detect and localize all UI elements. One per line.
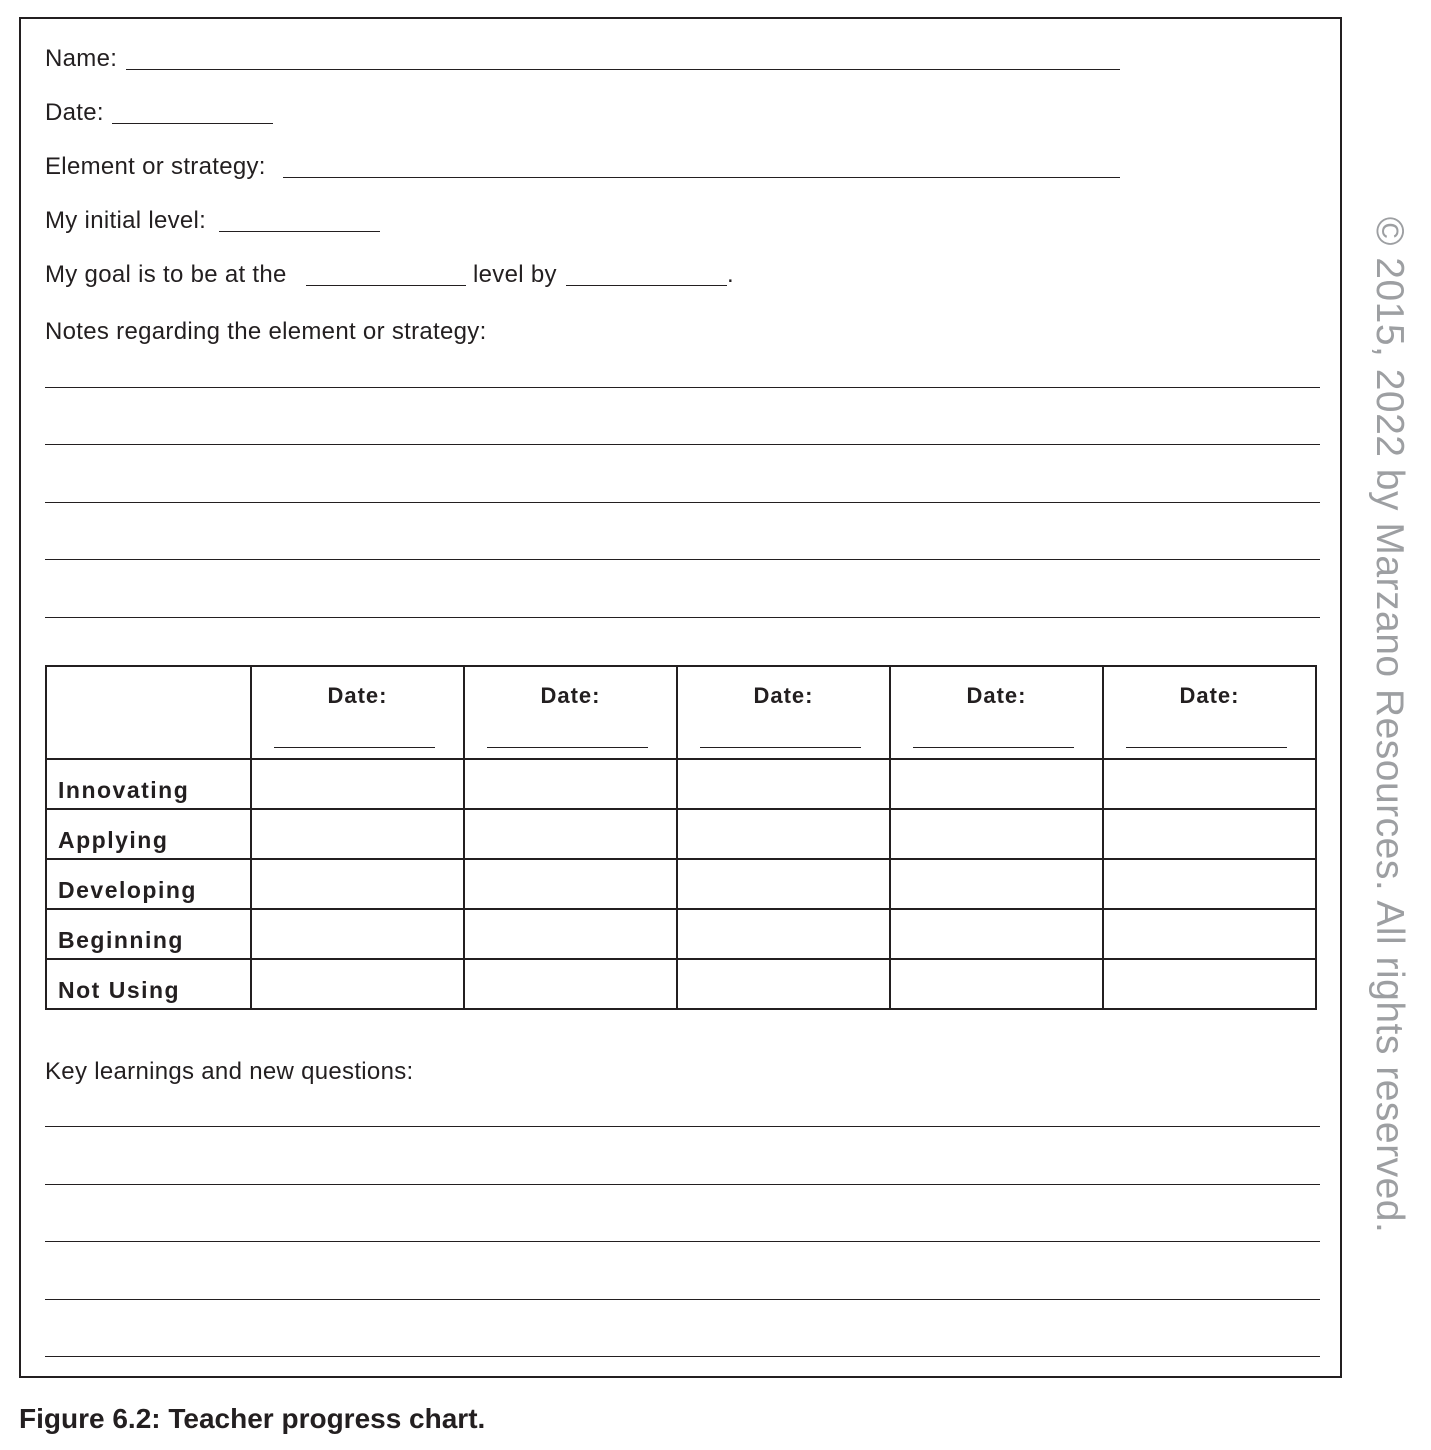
date-column-label: Date: bbox=[753, 683, 814, 708]
figure-caption: Figure 6.2: Teacher progress chart. bbox=[19, 1403, 486, 1434]
date-column-header bbox=[890, 666, 1103, 759]
table-cell[interactable] bbox=[677, 959, 890, 1009]
initial-level-blank[interactable] bbox=[219, 231, 380, 232]
table-cell[interactable] bbox=[251, 909, 464, 959]
key-learnings-label: Key learnings and new questions: bbox=[45, 1058, 414, 1085]
name-blank[interactable] bbox=[126, 69, 1120, 70]
level-label-developing: Developing bbox=[46, 859, 251, 909]
goal-date-blank[interactable] bbox=[566, 285, 727, 286]
table-cell[interactable] bbox=[251, 759, 464, 809]
table-row bbox=[46, 809, 1316, 859]
table-cell[interactable] bbox=[464, 909, 677, 959]
level-label-not-using: Not Using bbox=[46, 959, 251, 1009]
table-cell[interactable] bbox=[251, 859, 464, 909]
date-column-blank[interactable] bbox=[274, 747, 435, 748]
table-cell[interactable] bbox=[1103, 959, 1316, 1009]
key-learnings-line[interactable] bbox=[45, 1356, 1320, 1357]
table-header-row bbox=[46, 666, 1316, 759]
table-row bbox=[46, 759, 1316, 809]
date-column-header bbox=[464, 666, 677, 759]
notes-line[interactable] bbox=[45, 617, 1320, 618]
table-cell[interactable] bbox=[677, 809, 890, 859]
notes-line[interactable] bbox=[45, 387, 1320, 388]
notes-label: Notes regarding the element or strategy: bbox=[45, 318, 487, 345]
date-column-header bbox=[1103, 666, 1316, 759]
table-cell[interactable] bbox=[677, 859, 890, 909]
date-column-blank[interactable] bbox=[913, 747, 1074, 748]
element-blank[interactable] bbox=[283, 177, 1120, 178]
table-cell[interactable] bbox=[677, 759, 890, 809]
table-cell[interactable] bbox=[890, 909, 1103, 959]
date-column-label: Date: bbox=[966, 683, 1027, 708]
table-cell[interactable] bbox=[464, 809, 677, 859]
table-row bbox=[46, 909, 1316, 959]
date-column-label: Date: bbox=[327, 683, 388, 708]
level-label-applying: Applying bbox=[46, 809, 251, 859]
table-cell[interactable] bbox=[890, 809, 1103, 859]
name-label: Name: bbox=[45, 45, 118, 72]
table-row bbox=[46, 859, 1316, 909]
date-column-label: Date: bbox=[540, 683, 601, 708]
date-column-blank[interactable] bbox=[1126, 747, 1287, 748]
table-row bbox=[46, 959, 1316, 1009]
copyright-notice: © 2015, 2022 by Marzano Resources. All rights reserved. bbox=[1368, 216, 1411, 1234]
table-cell[interactable] bbox=[1103, 809, 1316, 859]
goal-level-blank[interactable] bbox=[306, 285, 466, 286]
table-cell[interactable] bbox=[464, 859, 677, 909]
initial-level-label: My initial level: bbox=[45, 207, 207, 234]
table-cell[interactable] bbox=[677, 909, 890, 959]
progress-table bbox=[45, 665, 1317, 1010]
level-label-innovating: Innovating bbox=[46, 759, 251, 809]
level-label-beginning: Beginning bbox=[46, 909, 251, 959]
table-cell[interactable] bbox=[890, 759, 1103, 809]
goal-middle-label: level by bbox=[473, 261, 557, 288]
element-label: Element or strategy: bbox=[45, 153, 266, 180]
key-learnings-line[interactable] bbox=[45, 1184, 1320, 1185]
key-learnings-line[interactable] bbox=[45, 1299, 1320, 1300]
notes-line[interactable] bbox=[45, 444, 1320, 445]
date-column-label: Date: bbox=[1179, 683, 1240, 708]
table-cell[interactable] bbox=[1103, 909, 1316, 959]
date-column-header bbox=[677, 666, 890, 759]
table-cell[interactable] bbox=[890, 959, 1103, 1009]
key-learnings-line[interactable] bbox=[45, 1241, 1320, 1242]
date-column-blank[interactable] bbox=[487, 747, 648, 748]
date-column-header bbox=[251, 666, 464, 759]
goal-prefix-label: My goal is to be at the bbox=[45, 261, 287, 288]
table-cell[interactable] bbox=[1103, 759, 1316, 809]
table-cell[interactable] bbox=[464, 759, 677, 809]
goal-period: . bbox=[727, 261, 734, 288]
date-blank[interactable] bbox=[112, 123, 273, 124]
date-column-blank[interactable] bbox=[700, 747, 861, 748]
date-label: Date: bbox=[45, 99, 104, 126]
table-cell[interactable] bbox=[251, 959, 464, 1009]
table-cell[interactable] bbox=[464, 959, 677, 1009]
notes-line[interactable] bbox=[45, 559, 1320, 560]
key-learnings-line[interactable] bbox=[45, 1126, 1320, 1127]
table-cell[interactable] bbox=[1103, 859, 1316, 909]
table-corner-cell bbox=[46, 666, 251, 759]
notes-line[interactable] bbox=[45, 502, 1320, 503]
table-cell[interactable] bbox=[251, 809, 464, 859]
table-cell[interactable] bbox=[890, 859, 1103, 909]
